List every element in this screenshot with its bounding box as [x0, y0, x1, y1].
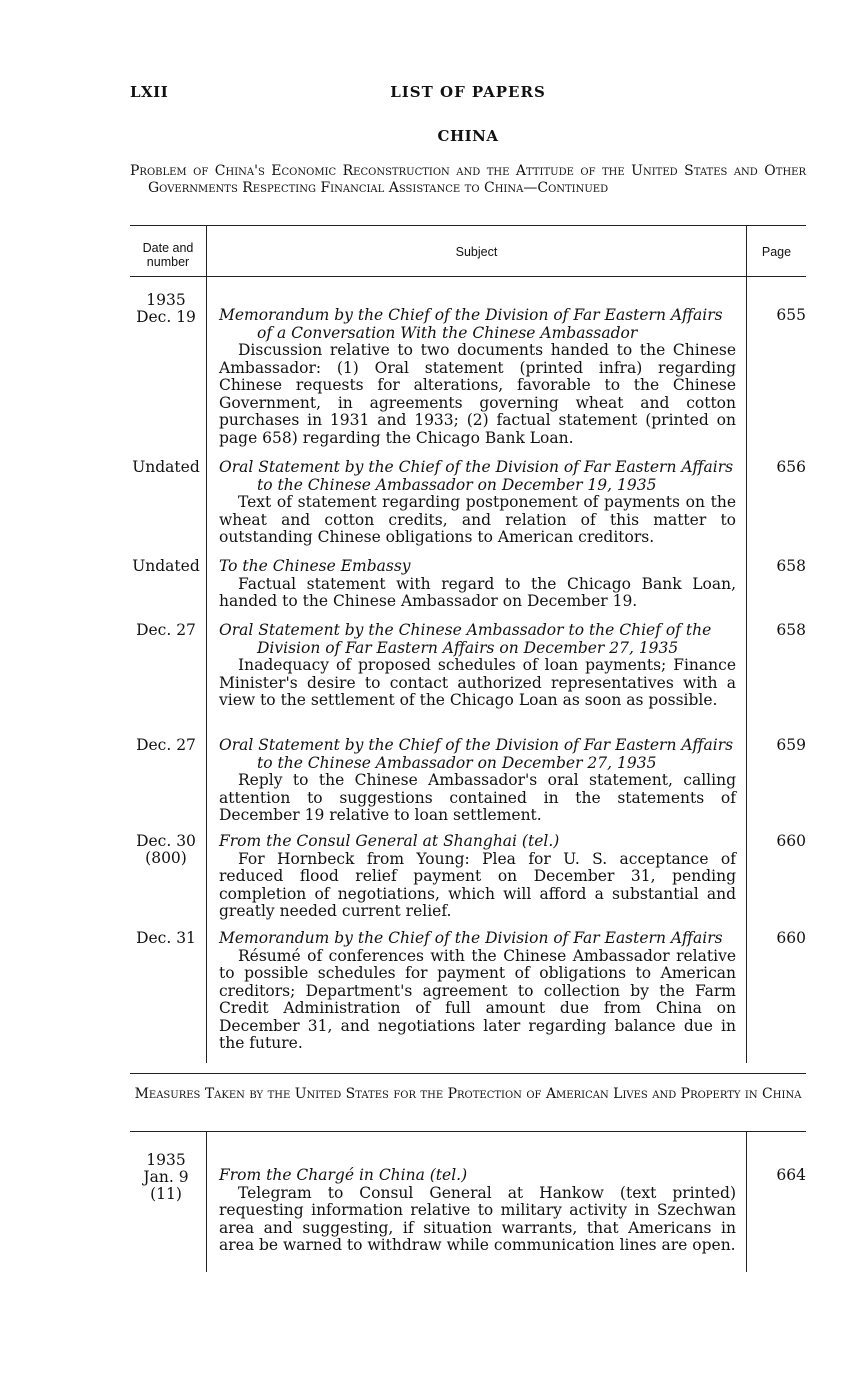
entry-subject — [219, 558, 736, 611]
entry-subject — [219, 459, 736, 547]
entry-summary: For Hornbeck from Young: Plea for U. S. acceptance of reduced flood relief payment on December 31, pending completion of negotiations, which will afford a substantial and greatly needed current relief. — [219, 849, 736, 920]
entry-page: 656 — [776, 458, 806, 476]
entry-subject — [219, 622, 736, 710]
entry-summary: Text of statement regarding postponement of payments on the wheat and cotton credits, and relation of this matter to outstanding Chinese obligations to American creditors. — [219, 493, 736, 546]
entry-day: Dec. 30 — [136, 832, 196, 850]
section-heading-financial-assistance: Problem of China's Economic Reconstruction and the Attitude of the United States and Other Governments Respecting Financial Assistance to China—Continued — [130, 163, 806, 196]
section-separator-rule — [130, 1073, 806, 1074]
entry-date — [126, 1152, 206, 1203]
entry-title: From the Chargé in China (tel.) — [219, 1166, 468, 1184]
entry-page: 664 — [776, 1166, 806, 1184]
entry-title: Oral Statement by the Chief of the Division of Far Eastern Affairs to the Chinese Ambassador on December 27, 1935 — [219, 736, 734, 772]
entry-page: 660 — [776, 832, 806, 850]
entry-date: Dec. 27 — [136, 736, 196, 754]
entry-page: 658 — [776, 621, 806, 639]
entry-title: Memorandum by the Chief of the Division of Far Eastern Affairs — [219, 929, 723, 947]
entry-page: 655 — [776, 306, 806, 324]
table-header-rule — [130, 276, 806, 277]
column-divider-page — [746, 226, 747, 1063]
column-header-date: Date and number — [142, 241, 194, 269]
entry-page: 660 — [776, 929, 806, 947]
table-top-rule — [130, 225, 806, 226]
entry-title: From the Consul General at Shanghai (tel.) — [219, 832, 560, 850]
entry-year: 1935 — [146, 1151, 186, 1169]
entry-subject — [219, 1167, 736, 1255]
entry-subject — [219, 737, 736, 825]
column-divider-date — [206, 1132, 207, 1272]
entry-title: Oral Statement by the Chinese Ambassador to the Chief of the Division of Far Eastern Affairs on December 27, 1935 — [219, 621, 712, 657]
column-divider-date — [206, 226, 207, 1063]
entry-summary: Factual statement with regard to the Chicago Bank Loan, handed to the Chinese Ambassador on December 19. — [219, 574, 736, 610]
entry-date — [126, 833, 206, 867]
country-heading: CHINA — [437, 127, 499, 145]
entry-date — [126, 292, 206, 326]
entry-date: Dec. 31 — [136, 929, 196, 947]
entry-summary: Telegram to Consul General at Hankow (text printed) requesting information relative to military activity in Szechwan area and suggesting, if situation warrants, that Americans in area be warned to withdraw while communication lines are open. — [219, 1183, 736, 1254]
table-top-rule — [130, 1131, 806, 1132]
page-number: LXII — [130, 83, 169, 101]
entry-date: Undated — [132, 557, 200, 575]
entry-number: (11) — [150, 1185, 182, 1203]
entry-date: Undated — [132, 458, 200, 476]
entry-summary: Inadequacy of proposed schedules of loan payments; Finance Minister's desire to contact authorized representatives with a view to the settlement of the Chicago Loan as soon as possible. — [219, 656, 736, 709]
entry-title: Memorandum by the Chief of the Division of Far Eastern Affairs of a Conversation With the Chinese Ambassador — [219, 306, 723, 342]
entry-summary: Résumé of conferences with the Chinese Ambassador relative to possible schedules for payment of obligations to American creditors; Department's agreement to collection by the Farm Credit Administration of full amount due from China on December 31, and negotiations later regarding balance due in the future. — [219, 946, 736, 1052]
column-header-page: Page — [761, 245, 792, 259]
section-heading-protection: Measures Taken by the United States for the Protection of American Lives and Property in China — [134, 1086, 802, 1102]
entry-subject — [219, 930, 736, 1053]
entry-page: 659 — [776, 736, 806, 754]
entry-day: Jan. 9 — [143, 1168, 189, 1186]
entry-summary: Reply to the Chinese Ambassador's oral statement, calling attention to suggestions contained in the statements of December 19 relative to loan settlement. — [219, 771, 736, 824]
entry-number: (800) — [145, 849, 187, 867]
entry-day: Dec. 19 — [136, 308, 196, 326]
entry-title: To the Chinese Embassy — [219, 557, 411, 575]
entry-subject — [219, 833, 736, 921]
page-header — [130, 83, 806, 103]
running-title: LIST OF PAPERS — [390, 83, 546, 101]
entry-summary: Discussion relative to two documents handed to the Chinese Ambassador: (1) Oral statement (printed infra) regarding Chinese requests for alterations, favorable to the Chinese Government, in agreements governing wheat and cotton purchases in 1931 and 1933; (2) factual statement (printed on page 658) regarding the Chicago Bank Loan. — [219, 341, 736, 447]
column-header-subject: Subject — [455, 245, 498, 259]
entry-page: 658 — [776, 557, 806, 575]
entry-year: 1935 — [146, 291, 186, 309]
column-divider-page — [746, 1132, 747, 1272]
entry-subject — [219, 307, 736, 447]
entry-title: Oral Statement by the Chief of the Division of Far Eastern Affairs to the Chinese Ambassador on December 19, 1935 — [219, 458, 734, 494]
entry-date: Dec. 27 — [136, 621, 196, 639]
